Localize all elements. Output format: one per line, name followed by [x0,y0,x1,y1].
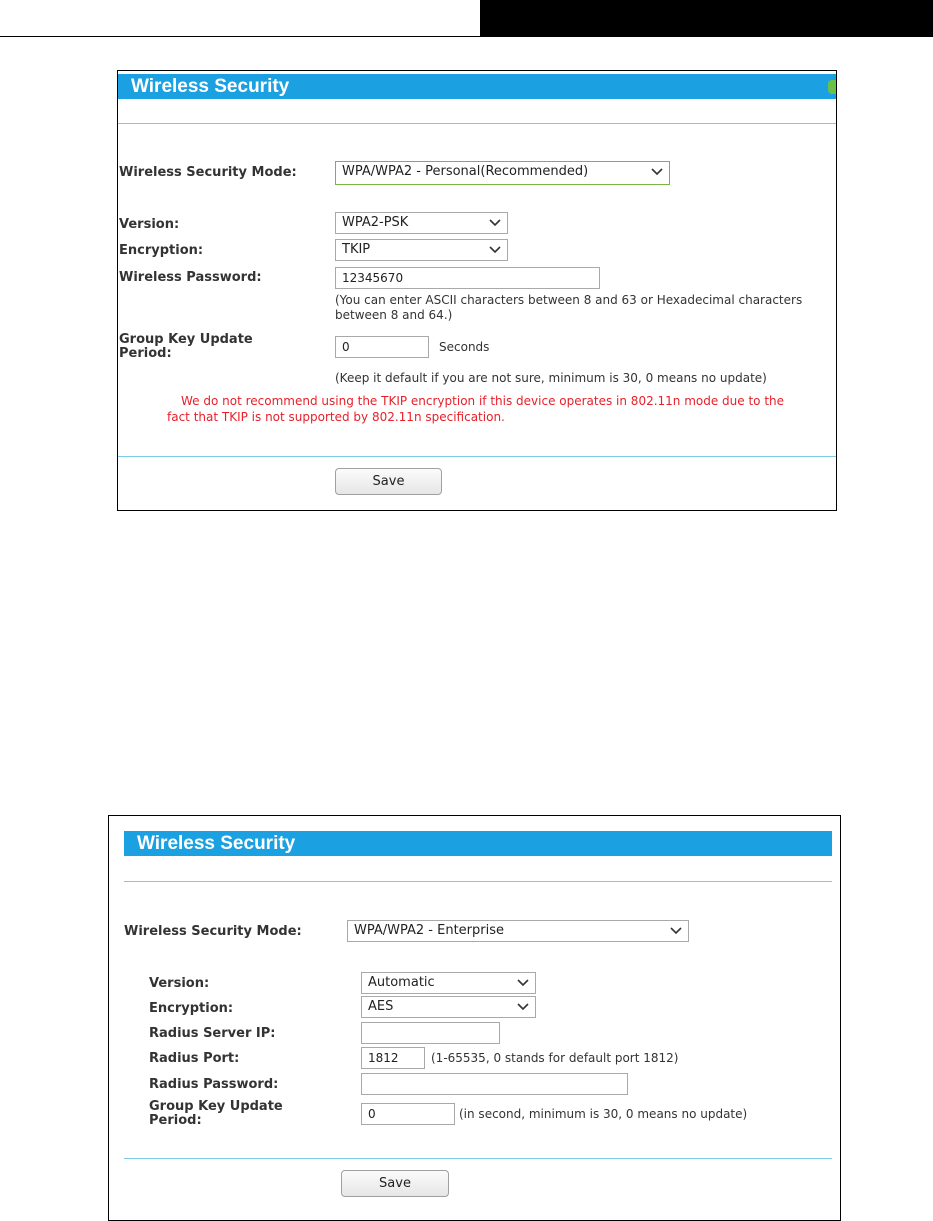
save-button[interactable]: Save [335,468,442,495]
chevron-down-icon [670,926,682,936]
version-select[interactable] [335,212,508,234]
mode-label: Wireless Security Mode: [124,924,302,939]
document-header-rule [0,36,480,37]
tkip-warning-line1: We do not recommend using the TKIP encryption if this device operates in 802.11n mode due to the [181,394,785,408]
version-value: Automatic [368,975,435,990]
group-key-period-input[interactable]: 0 [335,336,429,358]
encryption-label: Encryption: [149,1001,234,1016]
bottom-divider [124,1158,832,1159]
group-key-label-line1: Group Key Update [149,1099,283,1114]
group-key-hint: (Keep it default if you are not sure, minimum is 30, 0 means no update) [335,371,767,385]
top-divider [124,881,832,882]
encryption-value: AES [368,999,394,1014]
version-value: WPA2-PSK [342,215,409,230]
password-hint-line1: (You can enter ASCII characters between 8 and 63 or Hexadecimal characters [335,293,803,307]
radius-password-input[interactable] [361,1073,628,1095]
radius-port-hint: (1-65535, 0 stands for default port 1812) [431,1051,679,1065]
document-header-bar [480,0,933,37]
security-mode-value: WPA/WPA2 - Enterprise [354,923,504,938]
security-mode-value: WPA/WPA2 - Personal(Recommended) [342,164,589,179]
top-divider [118,123,836,124]
radius-ip-label: Radius Server IP: [149,1026,276,1041]
mode-label: Wireless Security Mode: [119,165,297,180]
chevron-down-icon [489,218,501,228]
group-key-label-line2: Period: [149,1113,202,1128]
group-key-hint: (in second, minimum is 30, 0 means no update) [459,1107,748,1121]
encryption-select[interactable] [361,996,536,1018]
panel-title: Wireless Security [118,74,836,99]
wireless-password-input[interactable]: 12345670 [335,267,600,289]
chevron-down-icon [489,245,501,255]
version-label: Version: [149,976,210,991]
chevron-down-icon [651,167,663,177]
chevron-down-icon [517,978,529,988]
radius-password-label: Radius Password: [149,1077,279,1092]
group-key-unit: Seconds [439,340,490,354]
encryption-value: TKIP [342,242,371,257]
security-mode-select[interactable] [347,920,689,942]
version-label: Version: [119,217,180,232]
wireless-security-panel-enterprise [108,815,841,1221]
radius-port-input[interactable]: 1812 [361,1047,425,1069]
group-key-label-line1: Group Key Update [119,332,253,347]
password-hint-line2: between 8 and 64.) [335,308,453,322]
save-button[interactable]: Save [341,1170,449,1197]
radius-server-ip-input[interactable] [361,1022,500,1044]
panel-title: Wireless Security [124,831,832,856]
wireless-security-panel-personal [117,70,837,511]
group-key-period-input[interactable]: 0 [361,1103,455,1125]
group-key-label-line2: Period: [119,346,172,361]
version-select[interactable] [361,972,536,994]
bottom-divider [118,456,836,457]
radius-port-label: Radius Port: [149,1051,240,1066]
encryption-select[interactable] [335,239,508,261]
chevron-down-icon [517,1002,529,1012]
encryption-label: Encryption: [119,243,204,258]
corner-marker [828,80,836,94]
tkip-warning-line2: fact that TKIP is not supported by 802.11n specification. [167,410,505,424]
security-mode-select[interactable] [335,161,670,185]
password-label: Wireless Password: [119,270,262,285]
